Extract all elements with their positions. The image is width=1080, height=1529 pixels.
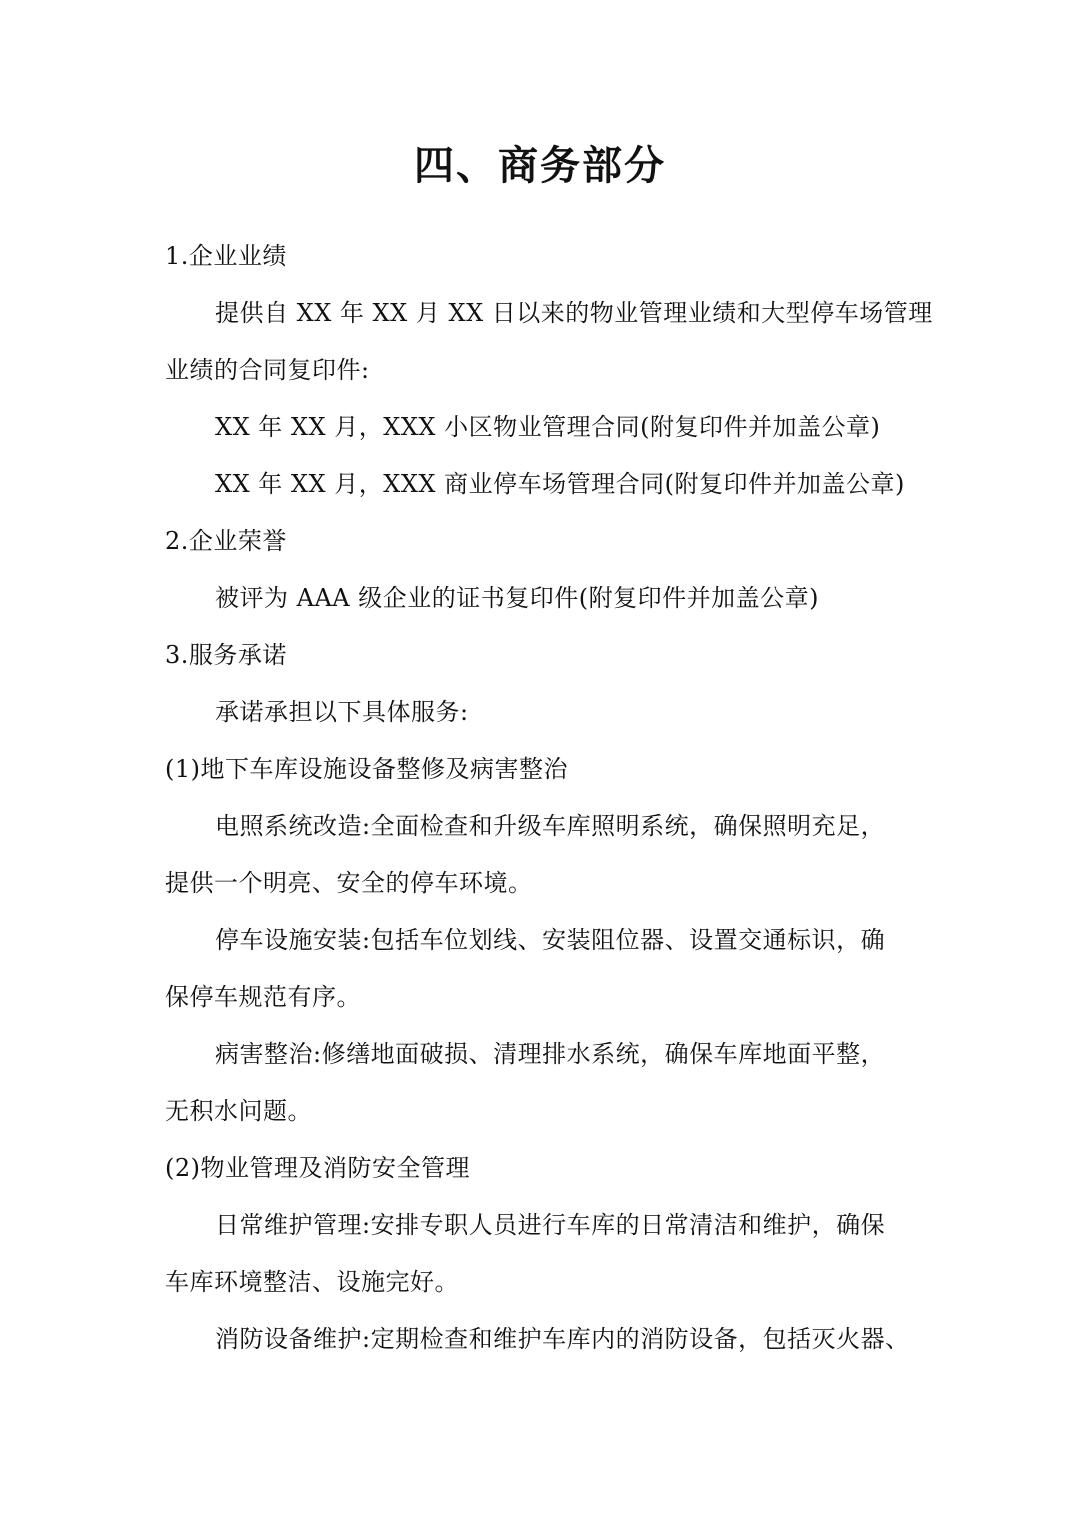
paragraph-line: 承诺承担以下具体服务: bbox=[215, 698, 469, 726]
paragraph-line: 消防设备维护:定期检查和维护车库内的消防设备，包括灭火器、 bbox=[215, 1325, 910, 1353]
paragraph-line: 电照系统改造:全面检查和升级车库照明系统，确保照明充足， bbox=[215, 812, 886, 840]
paragraph-line: 日常维护管理:安排专职人员进行车库的日常清洁和维护，确保 bbox=[215, 1211, 886, 1239]
paragraph-line: 病害整治:修缮地面破损、清理排水系统，确保车库地面平整， bbox=[215, 1040, 886, 1068]
paragraph-line: 业绩的合同复印件: bbox=[165, 356, 370, 384]
section-heading-honors: 2.企业荣誉 bbox=[165, 527, 287, 555]
subsection-heading-property: (2)物业管理及消防安全管理 bbox=[165, 1154, 470, 1182]
subsection-heading-garage: (1)地下车库设施设备整修及病害整治 bbox=[165, 755, 568, 783]
paragraph-line: 保停车规范有序。 bbox=[165, 983, 361, 1011]
paragraph-line: 被评为 AAA 级企业的证书复印件(附复印件并加盖公章) bbox=[215, 584, 819, 612]
page-title: 四、商务部分 bbox=[414, 142, 666, 189]
paragraph-line: 车库环境整洁、设施完好。 bbox=[165, 1268, 459, 1296]
paragraph-line: 提供自 XX 年 XX 月 XX 日以来的物业管理业绩和大型停车场管理 bbox=[215, 299, 933, 327]
document-body bbox=[165, 228, 933, 1368]
contract-item: XX 年 XX 月，XXX 小区物业管理合同(附复印件并加盖公章) bbox=[215, 413, 881, 441]
section-heading-commitment: 3.服务承诺 bbox=[165, 641, 287, 669]
contract-item: XX 年 XX 月，XXX 商业停车场管理合同(附复印件并加盖公章) bbox=[215, 470, 905, 498]
section-heading-performance: 1.企业业绩 bbox=[165, 242, 287, 270]
paragraph-line: 停车设施安装:包括车位划线、安装阻位器、设置交通标识，确 bbox=[215, 926, 886, 954]
paragraph-line: 提供一个明亮、安全的停车环境。 bbox=[165, 869, 533, 897]
paragraph-line: 无积水问题。 bbox=[165, 1097, 312, 1125]
